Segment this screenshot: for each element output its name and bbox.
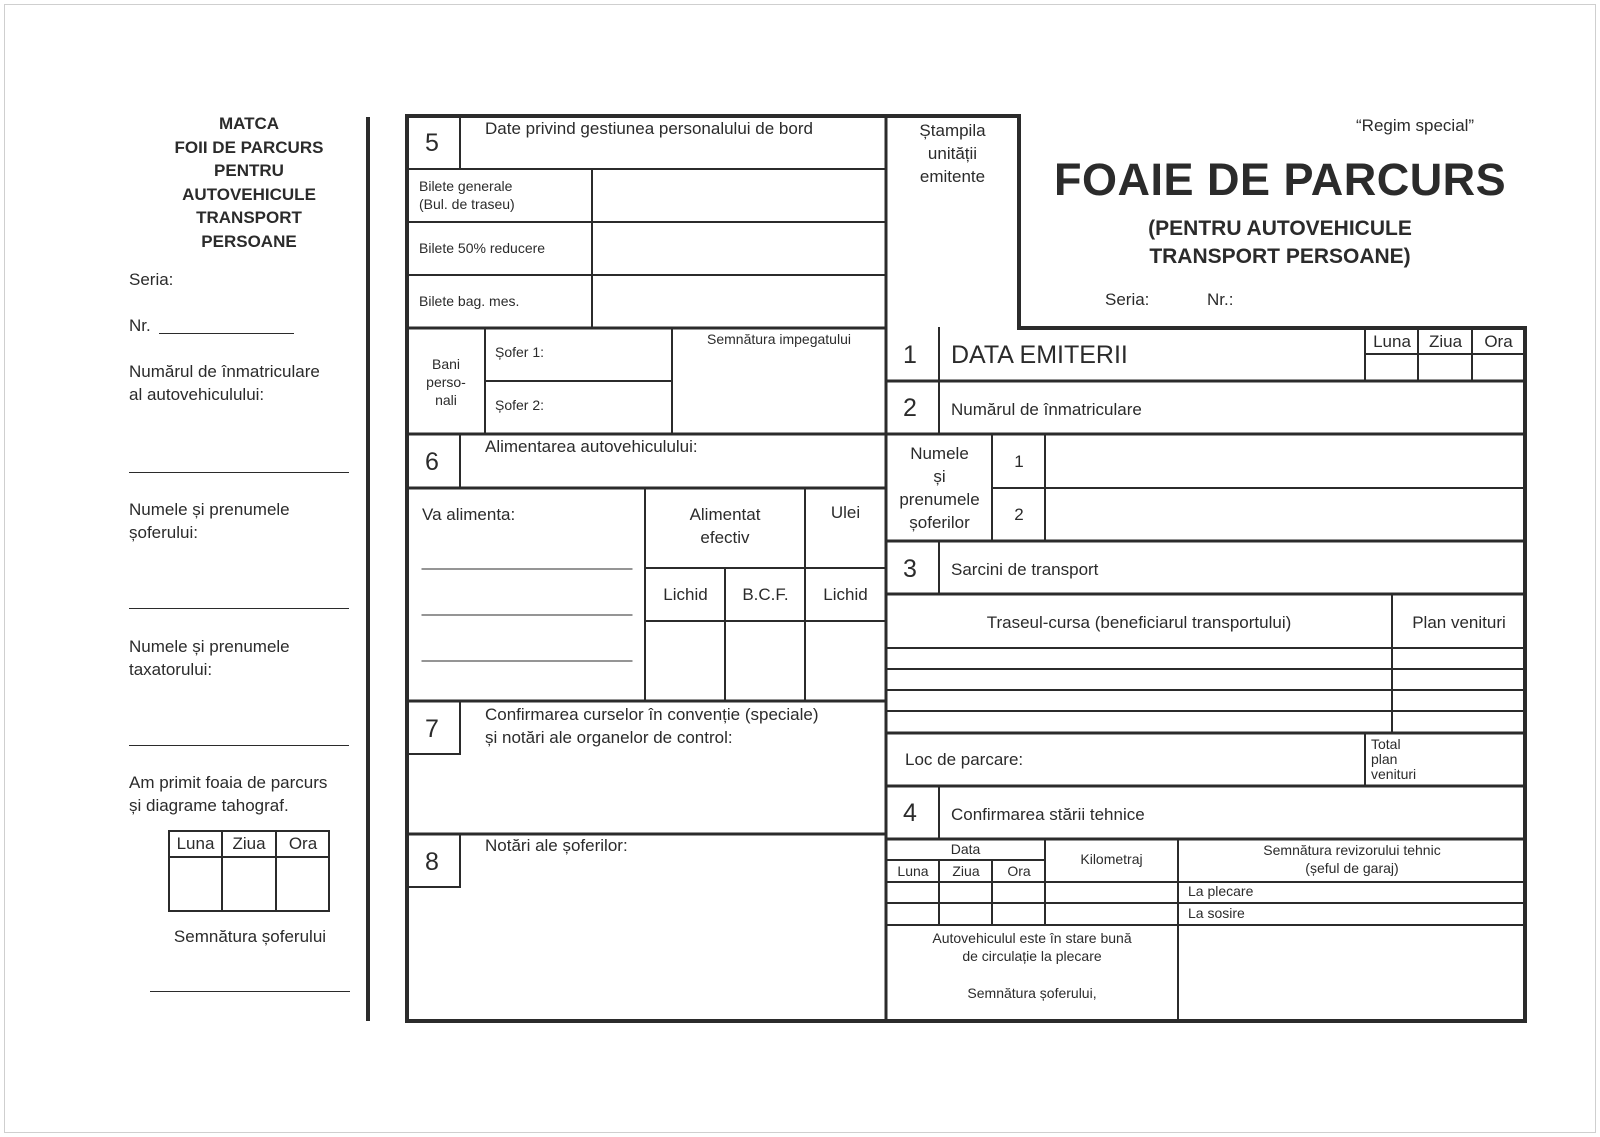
section-7-title: Confirmarea curselor în convenție (speciale) și notări ale organelor de control: — [485, 705, 819, 747]
section-5-number: 5 — [425, 129, 439, 157]
semnatura-impegat-label: Semnătura impegatului — [707, 331, 851, 347]
stub-primit-label: Am primit foaia de parcurs și diagrame tahograf. — [129, 773, 328, 815]
section-3-number: 3 — [903, 555, 917, 583]
stare-buna-label: Autovehiculul este în stare bună de circulație la plecare — [932, 930, 1132, 964]
bcf-label: B.C.F. — [742, 585, 789, 604]
traseu-cursa-label: Traseul-cursa (beneficiarul transportului) — [986, 613, 1292, 632]
bilete-generale-label: Bilete generale (Bul. de traseu) — [419, 178, 515, 212]
stub-sofer-label: Numele și prenumele șoferului: — [129, 500, 290, 542]
section-8-number: 8 — [425, 848, 439, 876]
section-1-number: 1 — [903, 341, 917, 369]
alimentat-efectiv-label: Alimentat efectiv — [689, 505, 761, 547]
stub-title: MATCA FOII DE PARCURS PENTRU AUTOVEHICULE TRANSPORT PERSOANE — [174, 114, 324, 251]
section-8-title: Notări ale șoferilor: — [485, 836, 628, 855]
stampila-label: Ștampila unității emitente — [919, 121, 986, 186]
s1-ziua: Ziua — [1428, 332, 1463, 351]
total-plan-venituri-label: Total plan venituri — [1371, 736, 1417, 782]
s4-luna: Luna — [897, 863, 929, 879]
bilete-50-label: Bilete 50% reducere — [419, 240, 546, 256]
section-2-number: 2 — [903, 394, 917, 422]
sofer-row-2-number: 2 — [1014, 505, 1024, 524]
confirmarea-starii-label: Confirmarea stării tehnice — [951, 805, 1145, 824]
plan-venituri-label: Plan venituri — [1412, 613, 1506, 632]
lichid-label: Lichid — [663, 585, 708, 604]
numele-soferilor-label: Numele și prenumele șoferilor — [899, 444, 980, 532]
ulei-label: Ulei — [830, 503, 861, 522]
s4-ora: Ora — [1007, 863, 1031, 879]
va-alimenta-label: Va alimenta: — [422, 505, 516, 524]
stub-seria-label: Seria: — [129, 270, 174, 289]
section-6-title: Alimentarea autovehiculului: — [485, 437, 698, 456]
stub-ora: Ora — [288, 834, 318, 853]
la-sosire-label: La sosire — [1188, 905, 1245, 921]
section-5-title: Date privind gestiunea personalului de bord — [485, 119, 813, 138]
la-plecare-label: La plecare — [1188, 883, 1254, 899]
bani-personali-label: Bani perso- nali — [426, 356, 466, 408]
form-title: FOAIE DE PARCURS — [1054, 154, 1507, 205]
nr-label: Nr.: — [1207, 290, 1234, 309]
seria-label: Seria: — [1105, 290, 1150, 309]
sofer-row-1-number: 1 — [1014, 452, 1024, 471]
semnatura-sofer-label: Semnătura șoferului, — [967, 985, 1097, 1001]
bilete-bag-label: Bilete bag. mes. — [419, 293, 520, 309]
kilometraj-label: Kilometraj — [1080, 851, 1143, 867]
lichid-ulei-label: Lichid — [823, 585, 868, 604]
stub-ziua: Ziua — [232, 834, 266, 853]
stub-luna: Luna — [176, 834, 215, 853]
s1-ora: Ora — [1484, 332, 1513, 351]
section-6-number: 6 — [425, 448, 439, 476]
stub-semnatura-label: Semnătura șoferului — [173, 927, 327, 946]
s4-data-label: Data — [950, 841, 981, 857]
data-emiterii-label: DATA EMITERII — [951, 341, 1128, 369]
sofer2-label: Șofer 2: — [495, 397, 545, 413]
semnatura-revizor-label: Semnătura revizorului tehnic (șeful de garaj) — [1263, 842, 1441, 876]
sofer1-label: Șofer 1: — [495, 344, 545, 360]
sarcini-transport-label: Sarcini de transport — [951, 560, 1099, 579]
section-4-number: 4 — [903, 799, 917, 827]
numar-inmatriculare-label: Numărul de înmatriculare — [951, 400, 1142, 419]
regim-special: “Regim special” — [1356, 116, 1475, 135]
s1-luna: Luna — [1373, 332, 1411, 351]
section-7-number: 7 — [425, 715, 439, 743]
stub-inmatriculare-label: Numărul de înmatriculare al autovehiculului: — [129, 362, 320, 404]
form-subtitle: (PENTRU AUTOVEHICULE TRANSPORT PERSOANE) — [1148, 217, 1412, 268]
stub-nr-label: Nr. — [129, 316, 151, 335]
s4-ziua: Ziua — [952, 863, 980, 879]
stub-taxator-label: Numele și prenumele taxatorului: — [129, 637, 290, 679]
loc-parcare-label: Loc de parcare: — [905, 750, 1024, 769]
